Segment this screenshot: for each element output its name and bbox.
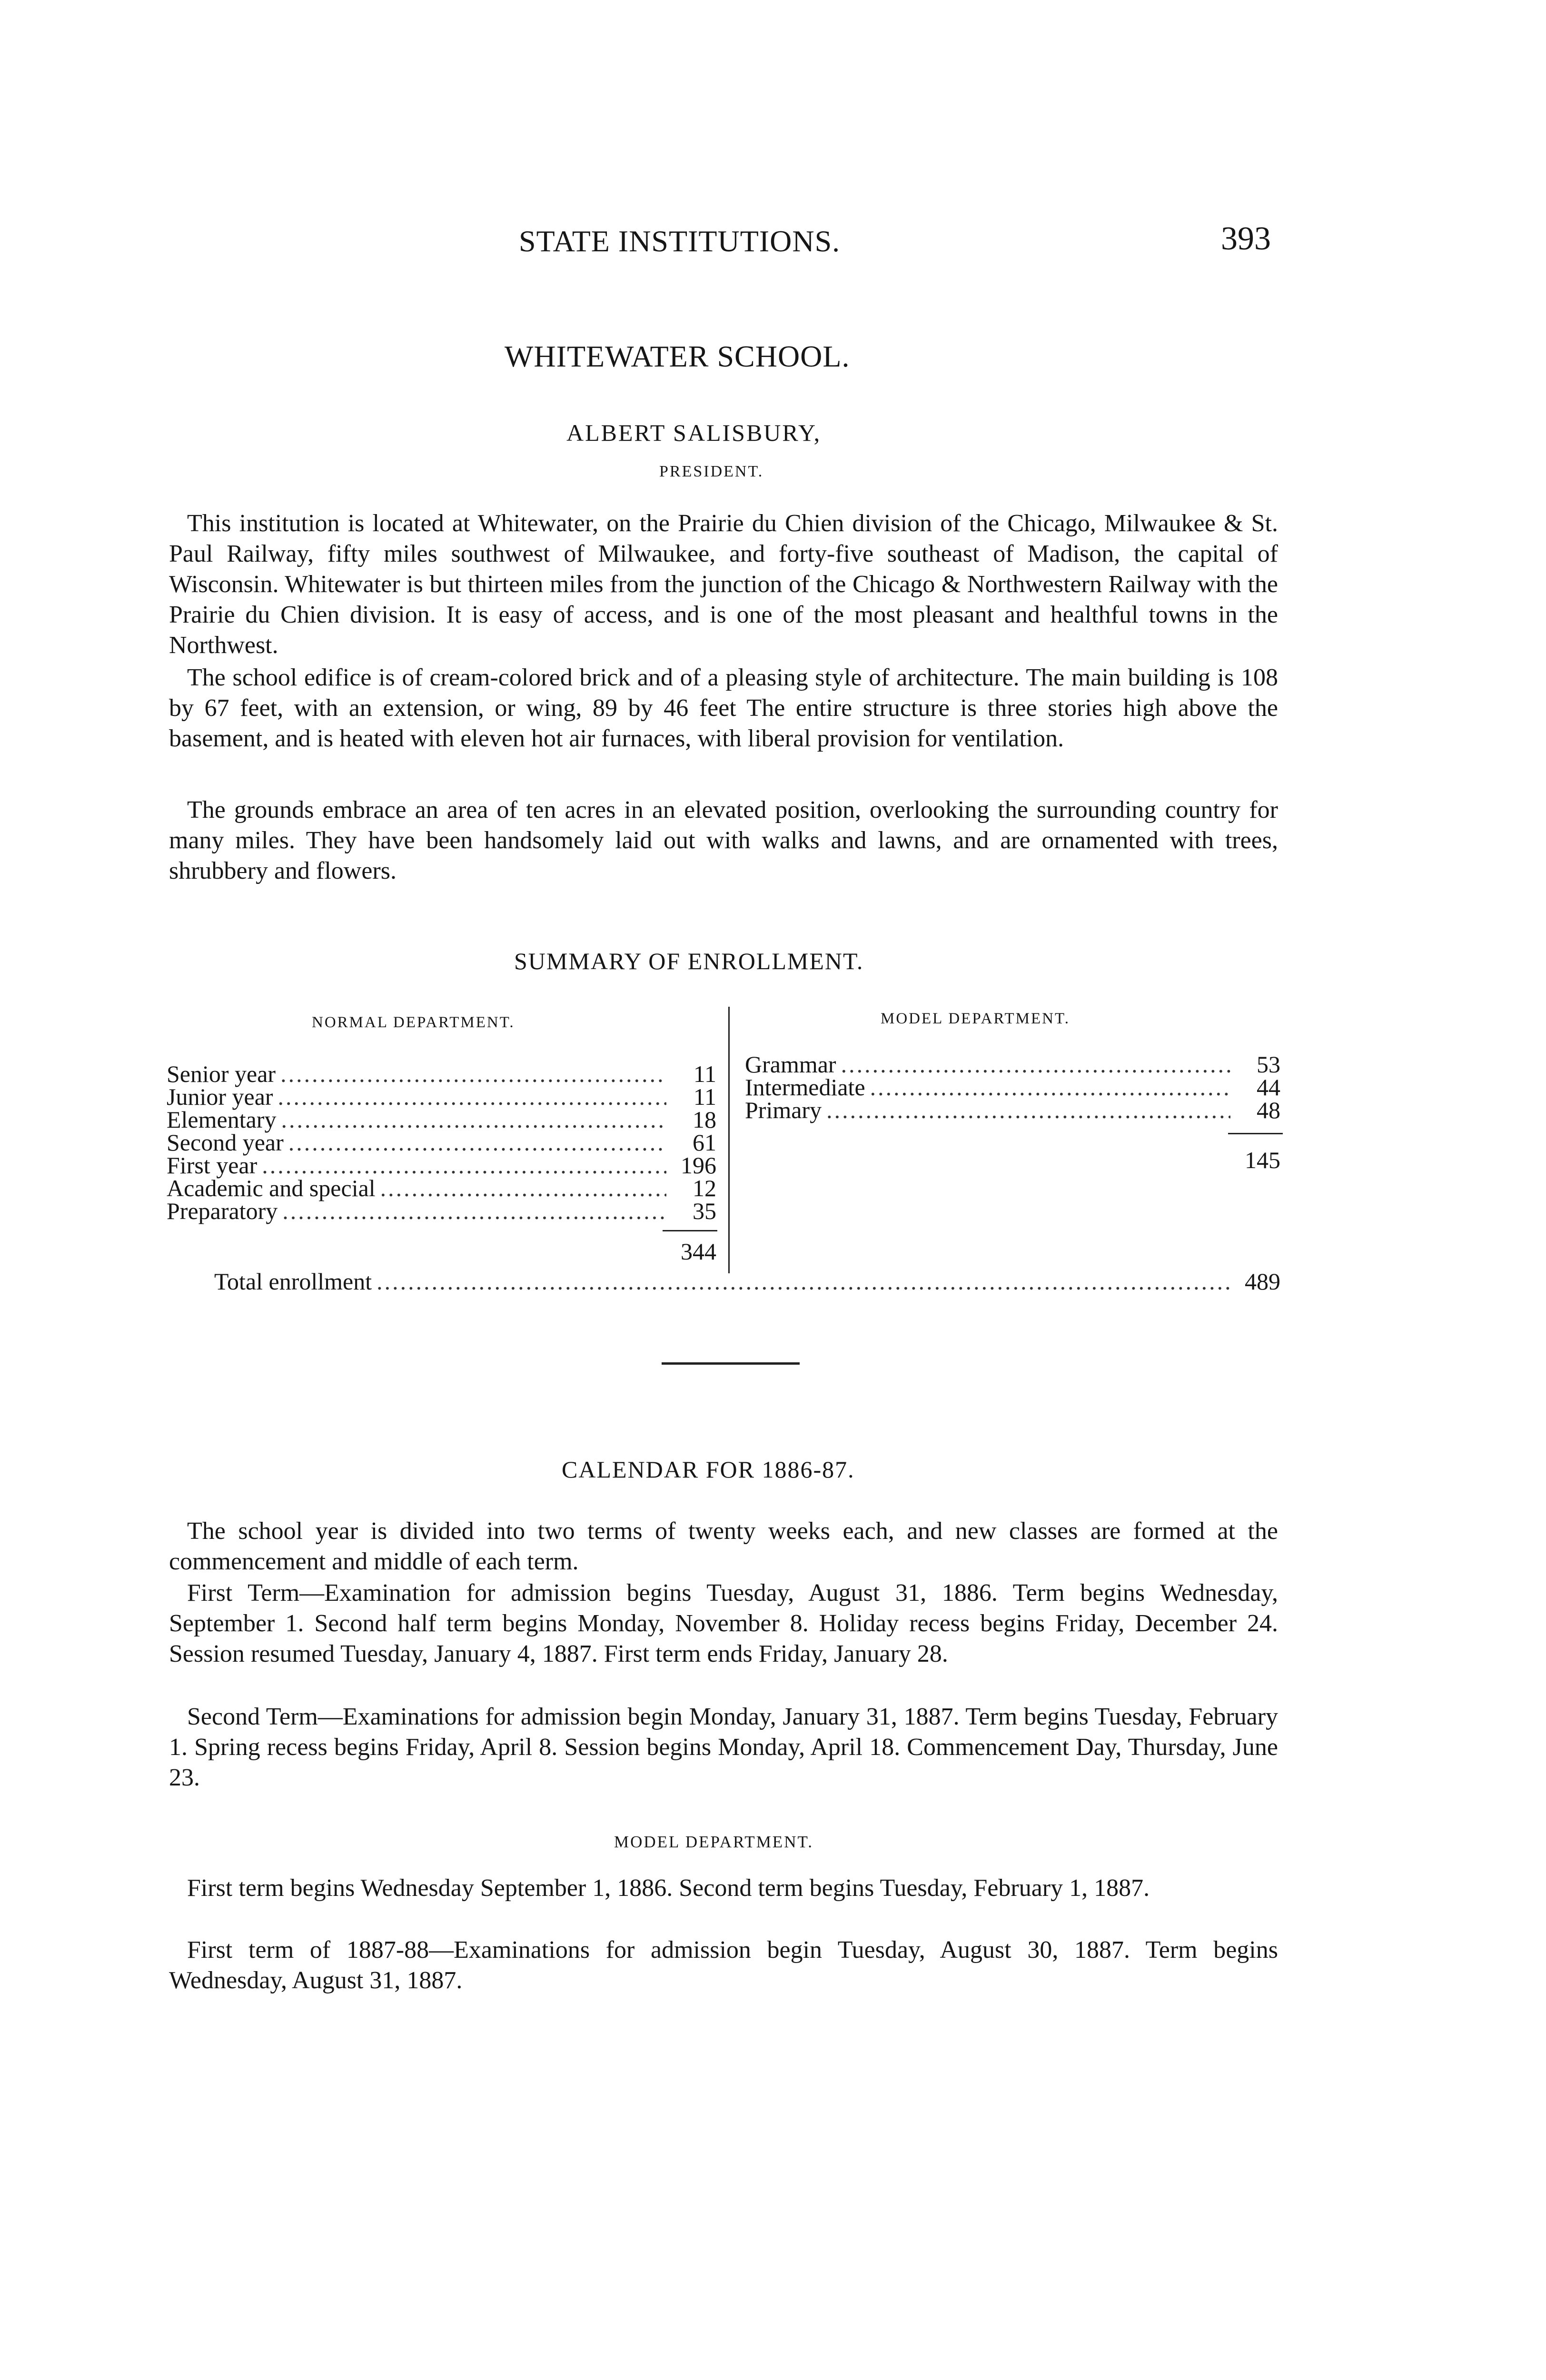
model-paragraph-2: First term of 1887-88—Examinations for admission begin Tuesday, August 30, 1887. Term begins Wednesday, August 31, 1887. bbox=[169, 1936, 1278, 1994]
intro-paragraph-3: The grounds embrace an area of ten acres in an elevated position, overlooking the surrounding country for many miles. They have been handsomely laid out with walks and lawns, and are ornamented with trees, shrubbery and flowers. bbox=[169, 796, 1278, 884]
page-title: WHITEWATER SCHOOL. bbox=[505, 339, 850, 373]
model-total: 145 bbox=[1245, 1147, 1280, 1173]
normal-total-line bbox=[663, 1230, 717, 1231]
calendar-paragraph-2: First Term—Examination for admission begins Tuesday, August 31, 1886. Term begins Wednesday, September 1. Second half term begins Monday, November 8. Holiday recess begins Friday, December 24. Session resumed Tuesday, January 4, 1887. First term ends Friday, January 28. bbox=[169, 1579, 1278, 1667]
model-department-heading: MODEL DEPARTMENT. bbox=[881, 1010, 1070, 1027]
normal-department-heading: NORMAL DEPARTMENT. bbox=[312, 1014, 515, 1031]
model-row: Primary ..... 48 bbox=[745, 1099, 1280, 1121]
calendar-title: CALENDAR FOR 1886-87. bbox=[562, 1456, 855, 1483]
normal-row: Preparatory ..... 35 bbox=[167, 1200, 716, 1222]
model-row: Intermediate ..... 44 bbox=[745, 1076, 1280, 1099]
normal-row: Second year ..... 61 bbox=[167, 1131, 716, 1154]
calendar-paragraph-3: Second Term—Examinations for admission begin Monday, January 31, 1887. Term begins Tuesday, February 1. Spring recess begins Friday, April 8. Session begins Monday, April 18. Commencement Day, Thursday, June 23. bbox=[169, 1703, 1278, 1791]
normal-row: Elementary ..... 18 bbox=[167, 1108, 716, 1131]
model-paragraph-1: First term begins Wednesday September 1, 1886. Second term begins Tuesday, February 1, 1887. bbox=[187, 1874, 1150, 1902]
normal-row: Junior year ..... 11 bbox=[167, 1085, 716, 1108]
normal-row: First year ..... 196 bbox=[167, 1154, 716, 1177]
total-enrollment-row: Total enrollment ..... 489 bbox=[214, 1270, 1280, 1293]
enrollment-title: SUMMARY OF ENROLLMENT. bbox=[514, 948, 864, 974]
president-title: PRESIDENT. bbox=[659, 463, 764, 480]
page-number: 393 bbox=[1221, 220, 1271, 257]
normal-total: 344 bbox=[681, 1238, 716, 1265]
calendar-paragraph-1: The school year is divided into two terms of twenty weeks each, and new classes are formed at the commencement and middle of each term. bbox=[169, 1517, 1278, 1575]
intro-paragraph-1: This institution is located at Whitewater, on the Prairie du Chien division of the Chicago, Milwaukee & St. Paul Railway, fifty miles southwest of Milwaukee, and forty-five southeast of Madison, the capital of Wisconsin. Whitewater is but thirteen miles from the junction of the Chicago & Northwestern Railway with the Prairie du Chien division. It is easy of access, and is one of the most pleasant and healthful towns in the Northwest. bbox=[169, 510, 1278, 659]
model-row: Grammar ..... 53 bbox=[745, 1053, 1280, 1076]
model-total-line bbox=[1228, 1133, 1283, 1134]
column-divider bbox=[728, 1007, 730, 1273]
intro-paragraph-2: The school edifice is of cream-colored brick and of a pleasing style of architecture. The main building is 108 by 67 feet, with an extension, or wing, 89 by 46 feet The entire structure is three stories high above the basement, and is heated with eleven hot air furnaces, with liberal provision for ventilation. bbox=[169, 664, 1278, 752]
section-divider bbox=[662, 1362, 800, 1365]
running-head: STATE INSTITUTIONS. bbox=[519, 224, 841, 258]
normal-row: Senior year ..... 11 bbox=[167, 1062, 716, 1085]
normal-row: Academic and special ..... 12 bbox=[167, 1177, 716, 1200]
model-department-title: MODEL DEPARTMENT. bbox=[614, 1833, 813, 1851]
president-name: ALBERT SALISBURY, bbox=[566, 419, 822, 446]
